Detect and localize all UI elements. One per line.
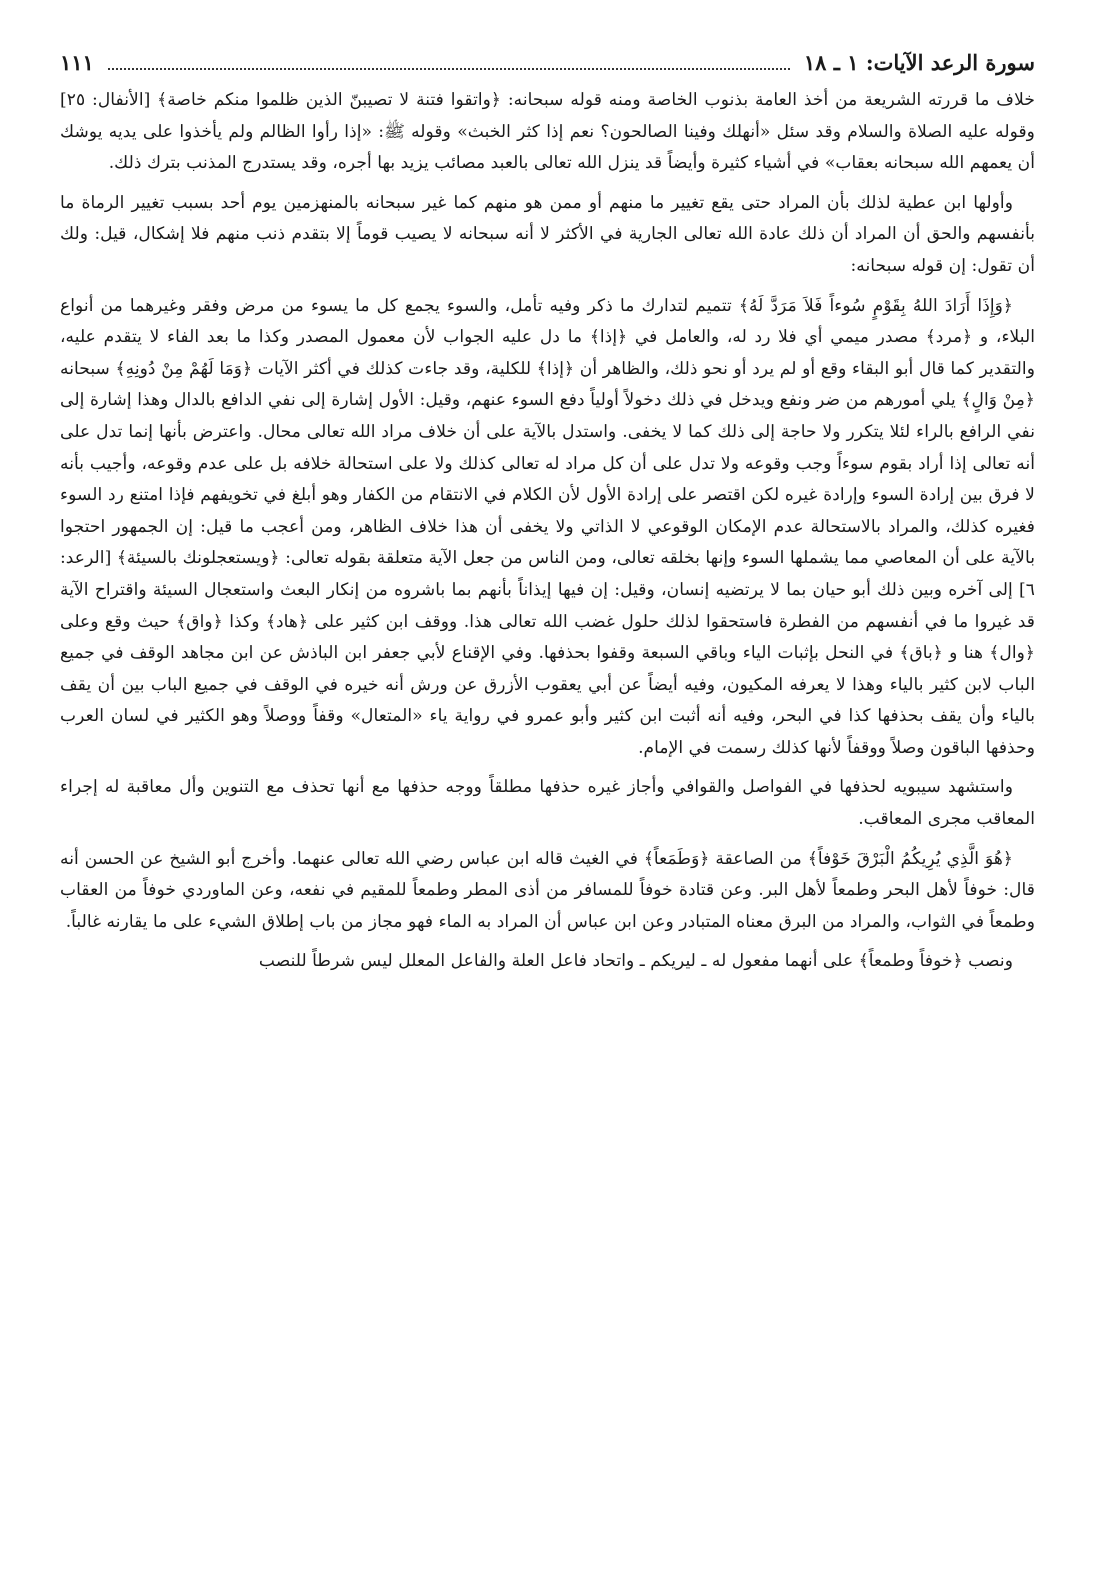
paragraph-6: ونصب ﴿خوفاً وطمعاً﴾ على أنهما مفعول له ـ ليريكم ـ واتحاد فاعل العلة والفاعل المعلل ليس شرطاً للنصب xyxy=(258,951,1013,972)
dotted-leader xyxy=(108,54,790,70)
paragraph-3: ﴿وَإِذَا أَرَادَ اللهُ بِقَوْمٍ سُوءاً فَلاَ مَرَدَّ لَهُ﴾ تتميم لتدارك ما ذكر وفيه تأمل، والسوء يجمع كل ما يسوء من مرض وفقر وغيرهما من أنواع البلاء، و ﴿مرد﴾ مصدر ميمي أي فلا رد له، والعامل في ﴿إذا﴾ ما دل عليه الجواب لأن معمول المصدر وكذا ما بعد الفاء لا يتقدم عليه، والتقدير كما قال أبو البقاء وقع أو لم يرد أو نحو ذلك، والظاهر أن ﴿إذا﴾ للكلية، وقد جاءت كذلك في أكثر الآيات ﴿وَمَا لَهُمْ مِنْ دُونِهِ﴾ سبحانه ﴿مِنْ وَالٍ﴾ يلي أمورهم من ضر ونفع ويدخل في ذلك دخولاً أولياً دفع السوء عنهم، وقيل: الأول إشارة إلى نفي الدافع بالدال وهذا إشارة إلى نفي الرافع بالراء لئلا يتكرر ولا حاجة إلى ذلك كما لا يخفى. واستدل بالآية على أن خلاف مراد الله تعالى محال. واعترض بأنها إنما تدل على أنه تعالى إذا أراد بقوم سوءاً وجب وقوعه ولا تدل على أن كل مراد له تعالى كذلك ولا على استحالة خلافه بل على عدم وقوعه، وأجيب بأنه لا فرق بين إرادة السوء وإرادة غيره لكن اقتصر على إرادة الأول لأن الكلام في الانتقام من الكفار وهو أبلغ في تخويفهم فإذا امتنع رد السوء فغيره كذلك، والمراد بالاستحالة عدم الإمكان الوقوعي لا الذاتي ولا يخفى أن هذا خلاف الظاهر، ومن أعجب ما قيل: إن الجمهور احتجوا بالآية على أن المعاصي مما يشملها السوء وإنها بخلقه تعالى، ومن الناس من جعل الآية متعلقة بقوله تعالى: ﴿ويستعجلونك بالسيئة﴾ [الرعد: ٦] إلى آخره وبين ذلك أبو حيان بما لا يرتضيه إنسان، وقيل: إن فيها إيذاناً بأنهم بما باشروه من إنكار البعث واستعجال السيئة واقتراح الآية قد غيروا ما في أنفسهم من الفطرة فاستحقوا لذلك حلول غضب الله تعالى هذا. ووقف ابن كثير على ﴿هاد﴾ وكذا ﴿واق﴾ حيث وقع وعلى ﴿وال﴾ هنا و ﴿باق﴾ في النحل بإثبات الياء وباقي السبعة وقفوا بحذفها. وفي الإقناع لأبي جعفر ابن الباذش عن ابن مجاهد الوقف في جميع الباب لابن كثير بالياء وهذا لا يعرفه المكيون، وفيه أيضاً عن أبي يعقوب الأزرق عن ورش أنه خيره في الوقف في جميع الباب بين أن يقف بالياء وأن يقف بحذفها كذا في البحر، وفيه أنه أثبت ابن كثير وأبو عمرو في رواية ياء «المتعال» وقفاً ووصلاً وهو الكثير في لسان العرب وحذفها الباقون وصلاً ووقفاً لأنها كذلك رسمت في الإمام. xyxy=(60,295,1035,758)
running-header xyxy=(60,50,1035,75)
surah-title: سورة الرعد الآيات: ١ ـ ١٨ xyxy=(803,50,1035,75)
page-number: ١١١ xyxy=(60,50,94,75)
page xyxy=(60,50,1035,986)
paragraph-4: واستشهد سيبويه لحذفها في الفواصل والقوافي وأجاز غيره حذفها مطلقاً ووجه حذفها مع أنها تحذف مع التنوين وأل معاقبة له إجراء المعاقب مجرى المعاقب. xyxy=(60,777,1035,830)
paragraph-5: ﴿هُوَ الَّذِي يُرِيكُمُ الْبَرْقَ خَوْفاً﴾ من الصاعقة ﴿وَطَمَعاً﴾ في الغيث قاله ابن عباس رضي الله تعالى عنهما. وأخرج أبو الشيخ عن الحسن أنه قال: خوفاً لأهل البحر وطمعاً لأهل البر. وعن قتادة خوفاً للمسافر من أذى المطر وطمعاً للمقيم في نفعه، وعن الماوردي خوفاً من العقاب وطمعاً في الثواب، والمراد من البرق معناه المتبادر وعن ابن عباس أن المراد به الماء فهو مجاز من باب إطلاق الشيء على ما يقارنه غالباً. xyxy=(60,848,1035,932)
paragraph-1: خلاف ما قررته الشريعة من أخذ العامة بذنوب الخاصة ومنه قوله سبحانه: ﴿واتقوا فتنة لا تصيبنّ الذين ظلموا منكم خاصة﴾ [الأنفال: ٢٥] وقوله عليه الصلاة والسلام وقد سئل «أنهلك وفينا الصالحون؟ نعم إذا كثر الخبث» وقوله ﷺ: «إذا رأوا الظالم ولم يأخذوا على يديه يوشك أن يعمهم الله سبحانه بعقاب» في أشياء كثيرة وأيضاً قد ينزل الله تعالى بالعبد مصائب يزيد بها أجره، وقد يستدرج المذنب بترك ذلك. xyxy=(60,90,1035,174)
paragraph-2: وأولها ابن عطية لذلك بأن المراد حتى يقع تغيير ما منهم أو ممن هو منهم كما غير سبحانه بالمنهزمين يوم أحد بسبب تغيير الرماة ما بأنفسهم والحق أن المراد أن ذلك عادة الله تعالى الجارية في الأكثر لا أنه سبحانه لا يصيب قوماً إلا بتقدم ذنب منهم فلا إشكال، قيل: ولك أن تقول: إن قوله سبحانه: xyxy=(60,192,1035,276)
